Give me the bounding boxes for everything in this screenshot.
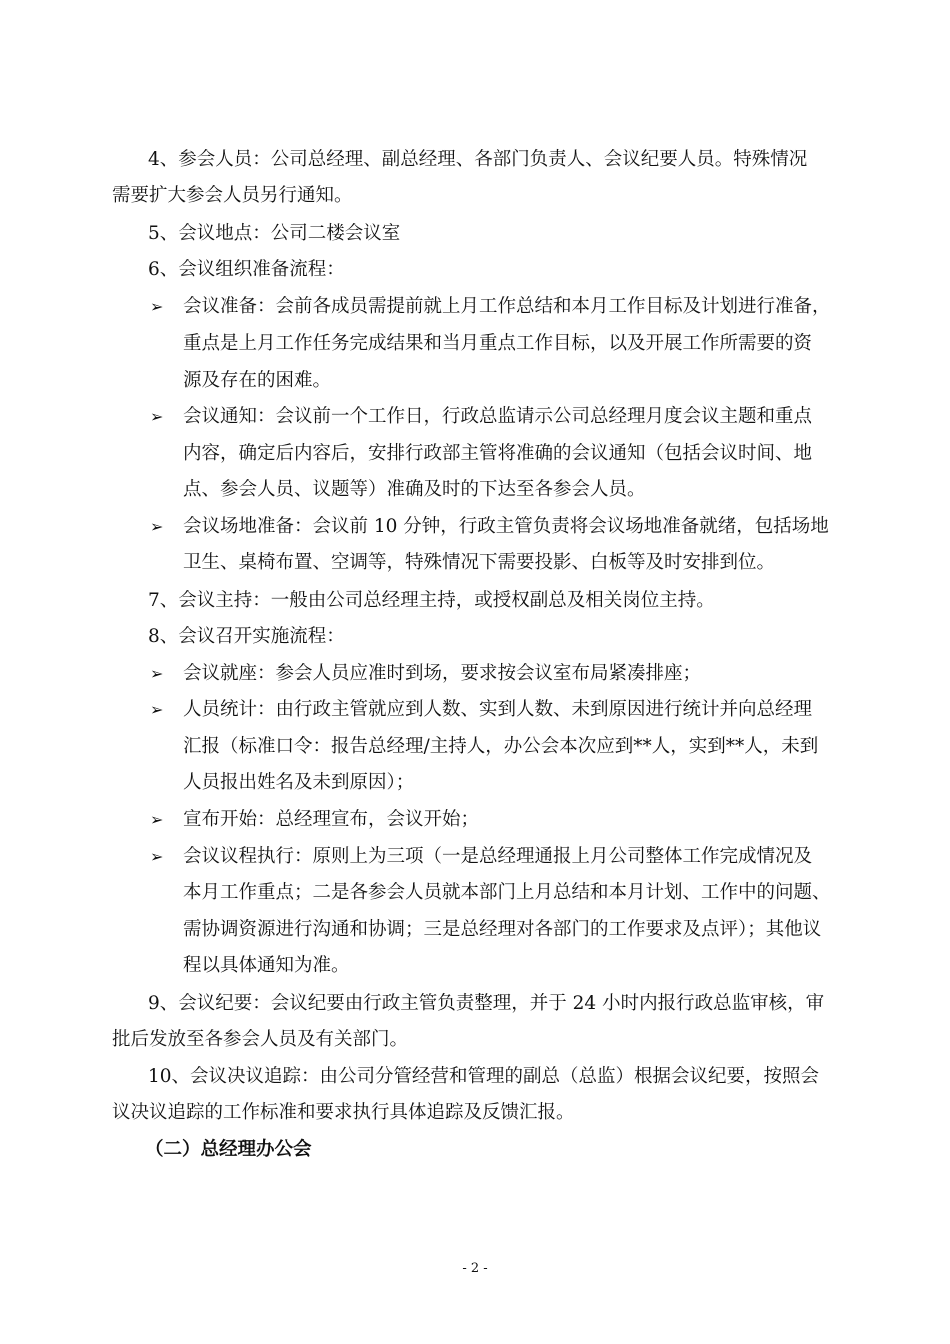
text-line: 汇报（标准口令：报告总经理/主持人，办公会本次应到**人，实到**人，未到 xyxy=(183,736,819,757)
section-heading: （二）总经理办公会 xyxy=(145,1139,312,1160)
text-line: 人员报出姓名及未到原因）； xyxy=(183,772,415,793)
text-line: 程以具体通知为准。 xyxy=(183,955,350,976)
text-line: 需协调资源进行沟通和协调；三是总经理对各部门的工作要求及点评）；其他议 xyxy=(183,919,822,940)
text-line: 本月工作重点；二是各参会人员就本部门上月总结和本月计划、工作中的问题、 xyxy=(183,882,831,903)
text-line: 重点是上月工作任务完成结果和当月重点工作目标，以及开展工作所需要的资 xyxy=(183,333,813,354)
bullet-arrow-icon: ➢ xyxy=(150,517,164,536)
text-line: 议决议追踪的工作标准和要求执行具体追踪及反馈汇报。 xyxy=(112,1102,575,1123)
bullet-arrow-icon: ➢ xyxy=(150,810,164,829)
bullet-arrow-icon: ➢ xyxy=(150,847,164,866)
text-line: 会议就座：参会人员应准时到场，要求按会议室布局紧凑排座； xyxy=(183,663,702,684)
text-line: 会议场地准备：会议前 10 分钟，行政主管负责将会议场地准备就绪，包括场地 xyxy=(183,516,829,537)
page-number: - 2 - xyxy=(462,1261,488,1276)
text-line: 人员统计：由行政主管就应到人数、实到人数、未到原因进行统计并向总经理 xyxy=(183,699,813,720)
text-line: 批后发放至各参会人员及有关部门。 xyxy=(112,1029,409,1050)
text-line: 需要扩大参会人员另行通知。 xyxy=(112,185,353,206)
text-line: 源及存在的困难。 xyxy=(183,370,332,391)
text-line: 7、会议主持：一般由公司总经理主持，或授权副总及相关岗位主持。 xyxy=(148,590,715,611)
text-line: 卫生、桌椅布置、空调等，特殊情况下需要投影、白板等及时安排到位。 xyxy=(183,552,776,573)
bullet-arrow-icon: ➢ xyxy=(150,407,164,426)
text-line: 4、参会人员：公司总经理、副总经理、各部门负责人、会议纪要人员。特殊情况 xyxy=(148,149,808,170)
bullet-arrow-icon: ➢ xyxy=(150,664,164,683)
text-line: 8、会议召开实施流程： xyxy=(148,626,345,647)
text-line: 9、会议纪要：会议纪要由行政主管负责整理，并于 24 小时内报行政总监审核，审 xyxy=(148,993,825,1014)
text-line: 6、会议组织准备流程： xyxy=(148,259,345,280)
text-line: 会议通知：会议前一个工作日，行政总监请示公司总经理月度会议主题和重点 xyxy=(183,406,813,427)
text-line: 点、参会人员、议题等）准确及时的下达至各参会人员。 xyxy=(183,479,646,500)
text-line: 内容，确定后内容后，安排行政部主管将准确的会议通知（包括会议时间、地 xyxy=(183,443,813,464)
text-line: 10、会议决议追踪：由公司分管经营和管理的副总（总监）根据会议纪要，按照会 xyxy=(148,1066,820,1087)
bullet-arrow-icon: ➢ xyxy=(150,297,164,316)
text-line: 会议准备：会前各成员需提前就上月工作总结和本月工作目标及计划进行准备， xyxy=(183,296,831,317)
bullet-arrow-icon: ➢ xyxy=(150,700,164,719)
text-line: 会议议程执行：原则上为三项（一是总经理通报上月公司整体工作完成情况及 xyxy=(183,846,813,867)
text-line: 5、会议地点：公司二楼会议室 xyxy=(148,223,401,244)
text-line: 宣布开始：总经理宣布，会议开始； xyxy=(183,809,480,830)
